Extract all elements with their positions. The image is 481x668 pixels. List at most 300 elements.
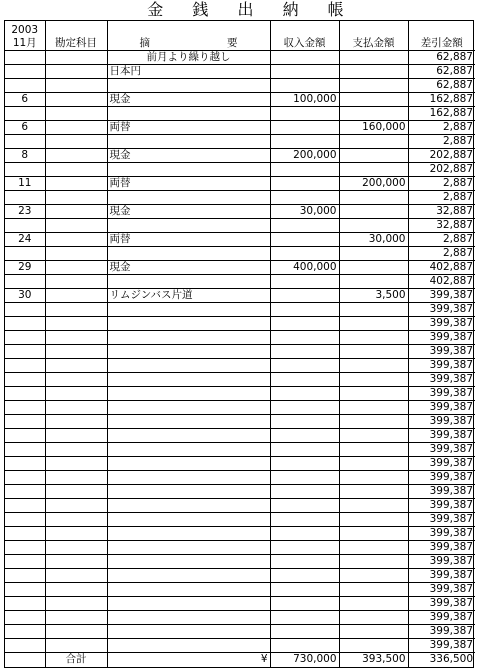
day-cell[interactable]: [5, 302, 45, 316]
income-cell[interactable]: [270, 106, 339, 120]
day-cell[interactable]: 23: [5, 204, 45, 218]
day-cell[interactable]: [5, 554, 45, 568]
expense-cell[interactable]: [339, 316, 408, 330]
expense-cell[interactable]: [339, 260, 408, 274]
description-cell[interactable]: リムジンバス片道: [107, 288, 270, 302]
day-cell[interactable]: [5, 134, 45, 148]
day-cell[interactable]: [5, 78, 45, 92]
balance-cell[interactable]: 399,387: [408, 358, 475, 372]
expense-cell[interactable]: [339, 610, 408, 624]
expense-cell[interactable]: [339, 498, 408, 512]
day-cell[interactable]: [5, 442, 45, 456]
expense-cell[interactable]: [339, 582, 408, 596]
day-cell[interactable]: 24: [5, 232, 45, 246]
description-cell[interactable]: [107, 540, 270, 554]
description-cell[interactable]: [107, 302, 270, 316]
balance-cell[interactable]: 2,887: [408, 246, 475, 260]
description-cell[interactable]: [107, 106, 270, 120]
header-description[interactable]: [107, 21, 270, 50]
income-cell[interactable]: [270, 344, 339, 358]
account-cell[interactable]: [45, 470, 107, 484]
description-cell[interactable]: [107, 218, 270, 232]
expense-cell[interactable]: [339, 190, 408, 204]
expense-cell[interactable]: [339, 624, 408, 638]
day-cell[interactable]: 6: [5, 92, 45, 106]
balance-cell[interactable]: 2,887: [408, 176, 475, 190]
balance-cell[interactable]: 399,387: [408, 624, 475, 638]
balance-cell[interactable]: 399,387: [408, 596, 475, 610]
income-cell[interactable]: 400,000: [270, 260, 339, 274]
expense-cell[interactable]: [339, 344, 408, 358]
balance-cell[interactable]: 399,387: [408, 540, 475, 554]
day-cell[interactable]: [5, 512, 45, 526]
description-cell[interactable]: [107, 526, 270, 540]
expense-cell[interactable]: [339, 596, 408, 610]
description-cell[interactable]: [107, 330, 270, 344]
description-cell[interactable]: 現金: [107, 148, 270, 162]
account-cell[interactable]: [45, 176, 107, 190]
expense-cell[interactable]: [339, 568, 408, 582]
day-cell[interactable]: [5, 456, 45, 470]
balance-cell[interactable]: 399,387: [408, 456, 475, 470]
header-year: 2003: [11, 23, 39, 36]
day-cell[interactable]: [5, 470, 45, 484]
income-cell[interactable]: [270, 358, 339, 372]
expense-cell[interactable]: [339, 78, 408, 92]
day-cell[interactable]: [5, 246, 45, 260]
total-label[interactable]: 合計: [45, 652, 107, 667]
income-cell[interactable]: [270, 540, 339, 554]
expense-cell[interactable]: [339, 274, 408, 288]
income-cell[interactable]: [270, 50, 339, 64]
expense-cell[interactable]: 160,000: [339, 120, 408, 134]
account-cell[interactable]: [45, 274, 107, 288]
balance-cell[interactable]: 202,887: [408, 148, 475, 162]
balance-cell[interactable]: 2,887: [408, 190, 475, 204]
header-account[interactable]: 勘定科目: [45, 21, 107, 50]
income-cell[interactable]: [270, 484, 339, 498]
description-cell[interactable]: [107, 498, 270, 512]
income-cell[interactable]: [270, 246, 339, 260]
day-cell[interactable]: [5, 484, 45, 498]
balance-cell[interactable]: 399,387: [408, 428, 475, 442]
account-cell[interactable]: [45, 540, 107, 554]
balance-cell[interactable]: 399,387: [408, 638, 475, 652]
balance-cell[interactable]: 399,387: [408, 372, 475, 386]
account-cell[interactable]: [45, 302, 107, 316]
description-cell[interactable]: [107, 162, 270, 176]
total-date-cell[interactable]: [5, 652, 45, 667]
account-cell[interactable]: [45, 246, 107, 260]
day-cell[interactable]: [5, 330, 45, 344]
expense-cell[interactable]: [339, 400, 408, 414]
day-cell[interactable]: [5, 64, 45, 78]
expense-cell[interactable]: [339, 204, 408, 218]
description-cell[interactable]: [107, 456, 270, 470]
day-cell[interactable]: 8: [5, 148, 45, 162]
balance-cell[interactable]: 399,387: [408, 414, 475, 428]
day-cell[interactable]: [5, 358, 45, 372]
income-cell[interactable]: [270, 554, 339, 568]
day-cell[interactable]: 6: [5, 120, 45, 134]
table-row: [5, 162, 475, 176]
day-cell[interactable]: [5, 498, 45, 512]
account-cell[interactable]: [45, 316, 107, 330]
total-balance[interactable]: 336,500: [429, 653, 473, 666]
day-cell[interactable]: [5, 50, 45, 64]
balance-cell[interactable]: 202,887: [408, 162, 475, 176]
expense-cell[interactable]: [339, 442, 408, 456]
day-cell[interactable]: [5, 190, 45, 204]
income-cell[interactable]: [270, 288, 339, 302]
description-cell[interactable]: [107, 386, 270, 400]
account-cell[interactable]: [45, 554, 107, 568]
expense-cell[interactable]: [339, 50, 408, 64]
description-cell[interactable]: [107, 596, 270, 610]
description-cell[interactable]: [107, 344, 270, 358]
expense-cell[interactable]: [339, 162, 408, 176]
table-row: [5, 470, 475, 484]
account-cell[interactable]: [45, 50, 107, 64]
day-cell[interactable]: [5, 540, 45, 554]
account-cell[interactable]: [45, 456, 107, 470]
day-cell[interactable]: [5, 344, 45, 358]
balance-cell[interactable]: 399,387: [408, 400, 475, 414]
expense-cell[interactable]: [339, 134, 408, 148]
account-cell[interactable]: [45, 134, 107, 148]
account-cell[interactable]: [45, 232, 107, 246]
table-row: [5, 176, 475, 190]
description-cell[interactable]: 日本円: [107, 64, 270, 78]
table-row: [5, 260, 475, 274]
expense-cell[interactable]: [339, 106, 408, 120]
account-cell[interactable]: [45, 498, 107, 512]
day-cell[interactable]: [5, 316, 45, 330]
description-cell[interactable]: [107, 400, 270, 414]
header-balance[interactable]: 差引金額: [408, 21, 475, 50]
income-cell[interactable]: [270, 414, 339, 428]
account-cell[interactable]: [45, 414, 107, 428]
account-cell[interactable]: [45, 92, 107, 106]
account-cell[interactable]: [45, 190, 107, 204]
expense-cell[interactable]: [339, 484, 408, 498]
account-cell[interactable]: [45, 428, 107, 442]
income-cell[interactable]: [270, 456, 339, 470]
balance-cell[interactable]: 399,387: [408, 316, 475, 330]
balance-cell[interactable]: 62,887: [408, 78, 475, 92]
account-cell[interactable]: [45, 526, 107, 540]
balance-cell[interactable]: 399,387: [408, 610, 475, 624]
balance-cell[interactable]: 399,387: [408, 330, 475, 344]
description-cell[interactable]: [107, 442, 270, 456]
header-row: [5, 21, 475, 50]
expense-cell[interactable]: [339, 414, 408, 428]
day-cell[interactable]: [5, 624, 45, 638]
income-cell[interactable]: [270, 638, 339, 652]
account-cell[interactable]: [45, 162, 107, 176]
table-row: [5, 582, 475, 596]
expense-cell[interactable]: [339, 526, 408, 540]
balance-cell[interactable]: 402,887: [408, 260, 475, 274]
balance-cell[interactable]: 399,387: [408, 512, 475, 526]
income-cell[interactable]: [270, 134, 339, 148]
account-cell[interactable]: [45, 330, 107, 344]
income-cell[interactable]: [270, 442, 339, 456]
account-cell[interactable]: [45, 260, 107, 274]
table-row: [5, 106, 475, 120]
title-char: 帳: [327, 0, 344, 19]
income-cell[interactable]: [270, 274, 339, 288]
income-cell[interactable]: [270, 190, 339, 204]
description-cell[interactable]: [107, 246, 270, 260]
income-cell[interactable]: [270, 64, 339, 78]
income-cell[interactable]: [270, 78, 339, 92]
balance-cell[interactable]: 32,887: [408, 218, 475, 232]
expense-cell[interactable]: [339, 372, 408, 386]
ledger-title: [0, 0, 481, 20]
balance-cell[interactable]: 399,387: [408, 554, 475, 568]
account-cell[interactable]: [45, 344, 107, 358]
description-cell[interactable]: [107, 274, 270, 288]
day-cell[interactable]: [5, 372, 45, 386]
account-cell[interactable]: [45, 624, 107, 638]
expense-cell[interactable]: [339, 148, 408, 162]
table-row: [5, 638, 475, 652]
expense-cell[interactable]: [339, 512, 408, 526]
balance-cell[interactable]: 2,887: [408, 232, 475, 246]
day-cell[interactable]: [5, 162, 45, 176]
balance-cell[interactable]: 399,387: [408, 386, 475, 400]
description-cell[interactable]: [107, 428, 270, 442]
expense-cell[interactable]: [339, 456, 408, 470]
account-cell[interactable]: [45, 106, 107, 120]
header-expense[interactable]: 支払金額: [339, 21, 408, 50]
description-cell[interactable]: 両替: [107, 232, 270, 246]
balance-cell[interactable]: 399,387: [408, 442, 475, 456]
account-cell[interactable]: [45, 400, 107, 414]
income-cell[interactable]: [270, 582, 339, 596]
day-cell[interactable]: 30: [5, 288, 45, 302]
day-cell[interactable]: [5, 568, 45, 582]
day-cell[interactable]: 11: [5, 176, 45, 190]
table-row: [5, 92, 475, 106]
balance-cell[interactable]: 32,887: [408, 204, 475, 218]
income-cell[interactable]: [270, 596, 339, 610]
description-cell[interactable]: 両替: [107, 120, 270, 134]
income-cell[interactable]: 200,000: [270, 148, 339, 162]
expense-cell[interactable]: [339, 358, 408, 372]
income-cell[interactable]: [270, 526, 339, 540]
income-cell[interactable]: [270, 512, 339, 526]
expense-cell[interactable]: [339, 638, 408, 652]
income-cell[interactable]: [270, 568, 339, 582]
description-cell[interactable]: [107, 638, 270, 652]
expense-cell[interactable]: [339, 246, 408, 260]
day-cell[interactable]: 29: [5, 260, 45, 274]
account-cell[interactable]: [45, 358, 107, 372]
table-row: [5, 120, 475, 134]
description-cell[interactable]: 前月より繰り越し: [107, 50, 270, 64]
description-cell[interactable]: [107, 134, 270, 148]
day-cell[interactable]: [5, 582, 45, 596]
balance-cell[interactable]: 162,887: [408, 106, 475, 120]
account-cell[interactable]: [45, 64, 107, 78]
balance-cell[interactable]: 402,887: [408, 274, 475, 288]
description-cell[interactable]: [107, 470, 270, 484]
header-income[interactable]: 収入金額: [270, 21, 339, 50]
day-cell[interactable]: [5, 638, 45, 652]
day-cell[interactable]: [5, 414, 45, 428]
total-description-cell[interactable]: [107, 652, 270, 667]
income-cell[interactable]: [270, 386, 339, 400]
balance-cell[interactable]: 399,387: [408, 344, 475, 358]
income-cell[interactable]: [270, 218, 339, 232]
day-cell[interactable]: [5, 400, 45, 414]
account-cell[interactable]: [45, 78, 107, 92]
table-row: [5, 624, 475, 638]
day-cell[interactable]: [5, 610, 45, 624]
table-row: [5, 274, 475, 288]
expense-cell[interactable]: [339, 64, 408, 78]
total-income[interactable]: 730,000: [270, 652, 339, 667]
income-cell[interactable]: 30,000: [270, 204, 339, 218]
table-row: [5, 330, 475, 344]
title-char: 納: [282, 0, 299, 19]
account-cell[interactable]: [45, 372, 107, 386]
expense-cell[interactable]: [339, 330, 408, 344]
account-cell[interactable]: [45, 288, 107, 302]
table-row: [5, 484, 475, 498]
account-cell[interactable]: [45, 120, 107, 134]
day-cell[interactable]: [5, 526, 45, 540]
expense-cell[interactable]: 30,000: [339, 232, 408, 246]
income-cell[interactable]: [270, 400, 339, 414]
balance-cell[interactable]: 399,387: [408, 526, 475, 540]
description-cell[interactable]: [107, 78, 270, 92]
expense-cell[interactable]: [339, 302, 408, 316]
account-cell[interactable]: [45, 218, 107, 232]
expense-cell[interactable]: [339, 218, 408, 232]
table-row: [5, 498, 475, 512]
account-cell[interactable]: [45, 484, 107, 498]
income-cell[interactable]: [270, 610, 339, 624]
balance-cell[interactable]: 2,887: [408, 120, 475, 134]
account-cell[interactable]: [45, 386, 107, 400]
balance-cell[interactable]: 399,387: [408, 470, 475, 484]
account-cell[interactable]: [45, 582, 107, 596]
account-cell[interactable]: [45, 442, 107, 456]
header-description-a: 摘: [139, 36, 150, 49]
expense-cell[interactable]: [339, 554, 408, 568]
expense-cell[interactable]: [339, 540, 408, 554]
income-cell[interactable]: [270, 428, 339, 442]
description-cell[interactable]: [107, 414, 270, 428]
table-row: [5, 372, 475, 386]
balance-cell[interactable]: 399,387: [408, 484, 475, 498]
description-cell[interactable]: [107, 190, 270, 204]
description-cell[interactable]: 現金: [107, 92, 270, 106]
balance-cell[interactable]: 399,387: [408, 288, 475, 302]
balance-cell[interactable]: 399,387: [408, 582, 475, 596]
expense-cell[interactable]: [339, 92, 408, 106]
description-cell[interactable]: [107, 316, 270, 330]
header-month: 11月: [12, 36, 37, 49]
account-cell[interactable]: [45, 610, 107, 624]
description-cell[interactable]: 現金: [107, 204, 270, 218]
description-cell[interactable]: [107, 372, 270, 386]
expense-cell[interactable]: [339, 470, 408, 484]
description-cell[interactable]: [107, 624, 270, 638]
table-row: [5, 218, 475, 232]
balance-cell[interactable]: 399,387: [408, 568, 475, 582]
balance-cell[interactable]: 162,887: [408, 92, 475, 106]
table-row: [5, 414, 475, 428]
account-cell[interactable]: [45, 148, 107, 162]
balance-cell[interactable]: 62,887: [408, 64, 475, 78]
income-cell[interactable]: [270, 232, 339, 246]
description-cell[interactable]: 現金: [107, 260, 270, 274]
balance-cell[interactable]: 2,887: [408, 134, 475, 148]
income-cell[interactable]: [270, 624, 339, 638]
balance-cell[interactable]: 399,387: [408, 302, 475, 316]
description-cell[interactable]: [107, 610, 270, 624]
expense-cell[interactable]: 200,000: [339, 176, 408, 190]
income-cell[interactable]: [270, 316, 339, 330]
income-cell[interactable]: [270, 498, 339, 512]
income-cell[interactable]: [270, 330, 339, 344]
total-expense[interactable]: 393,500: [339, 652, 408, 667]
description-cell[interactable]: [107, 582, 270, 596]
day-cell[interactable]: [5, 428, 45, 442]
expense-cell[interactable]: [339, 386, 408, 400]
description-cell[interactable]: [107, 484, 270, 498]
table-row: [5, 596, 475, 610]
income-cell[interactable]: [270, 302, 339, 316]
account-cell[interactable]: [45, 568, 107, 582]
balance-cell[interactable]: 399,387: [408, 498, 475, 512]
income-cell[interactable]: [270, 372, 339, 386]
day-cell[interactable]: [5, 218, 45, 232]
day-cell[interactable]: [5, 386, 45, 400]
day-cell[interactable]: [5, 596, 45, 610]
account-cell[interactable]: [45, 204, 107, 218]
table-row: [5, 386, 475, 400]
expense-cell[interactable]: 3,500: [339, 288, 408, 302]
balance-cell[interactable]: 62,887: [408, 50, 475, 64]
income-cell[interactable]: 100,000: [270, 92, 339, 106]
expense-cell[interactable]: [339, 428, 408, 442]
account-cell[interactable]: [45, 596, 107, 610]
account-cell[interactable]: [45, 638, 107, 652]
income-cell[interactable]: [270, 470, 339, 484]
table-row: [5, 540, 475, 554]
income-cell[interactable]: [270, 120, 339, 134]
day-cell[interactable]: [5, 106, 45, 120]
income-cell[interactable]: [270, 162, 339, 176]
income-cell[interactable]: [270, 176, 339, 190]
account-cell[interactable]: [45, 512, 107, 526]
table-row: [5, 400, 475, 414]
day-cell[interactable]: [5, 274, 45, 288]
header-date-cell[interactable]: [5, 21, 45, 50]
description-cell[interactable]: 両替: [107, 176, 270, 190]
title-char: 銭: [192, 0, 209, 19]
table-row: [5, 512, 475, 526]
description-cell[interactable]: [107, 568, 270, 582]
description-cell[interactable]: [107, 554, 270, 568]
description-cell[interactable]: [107, 358, 270, 372]
description-cell[interactable]: [107, 512, 270, 526]
